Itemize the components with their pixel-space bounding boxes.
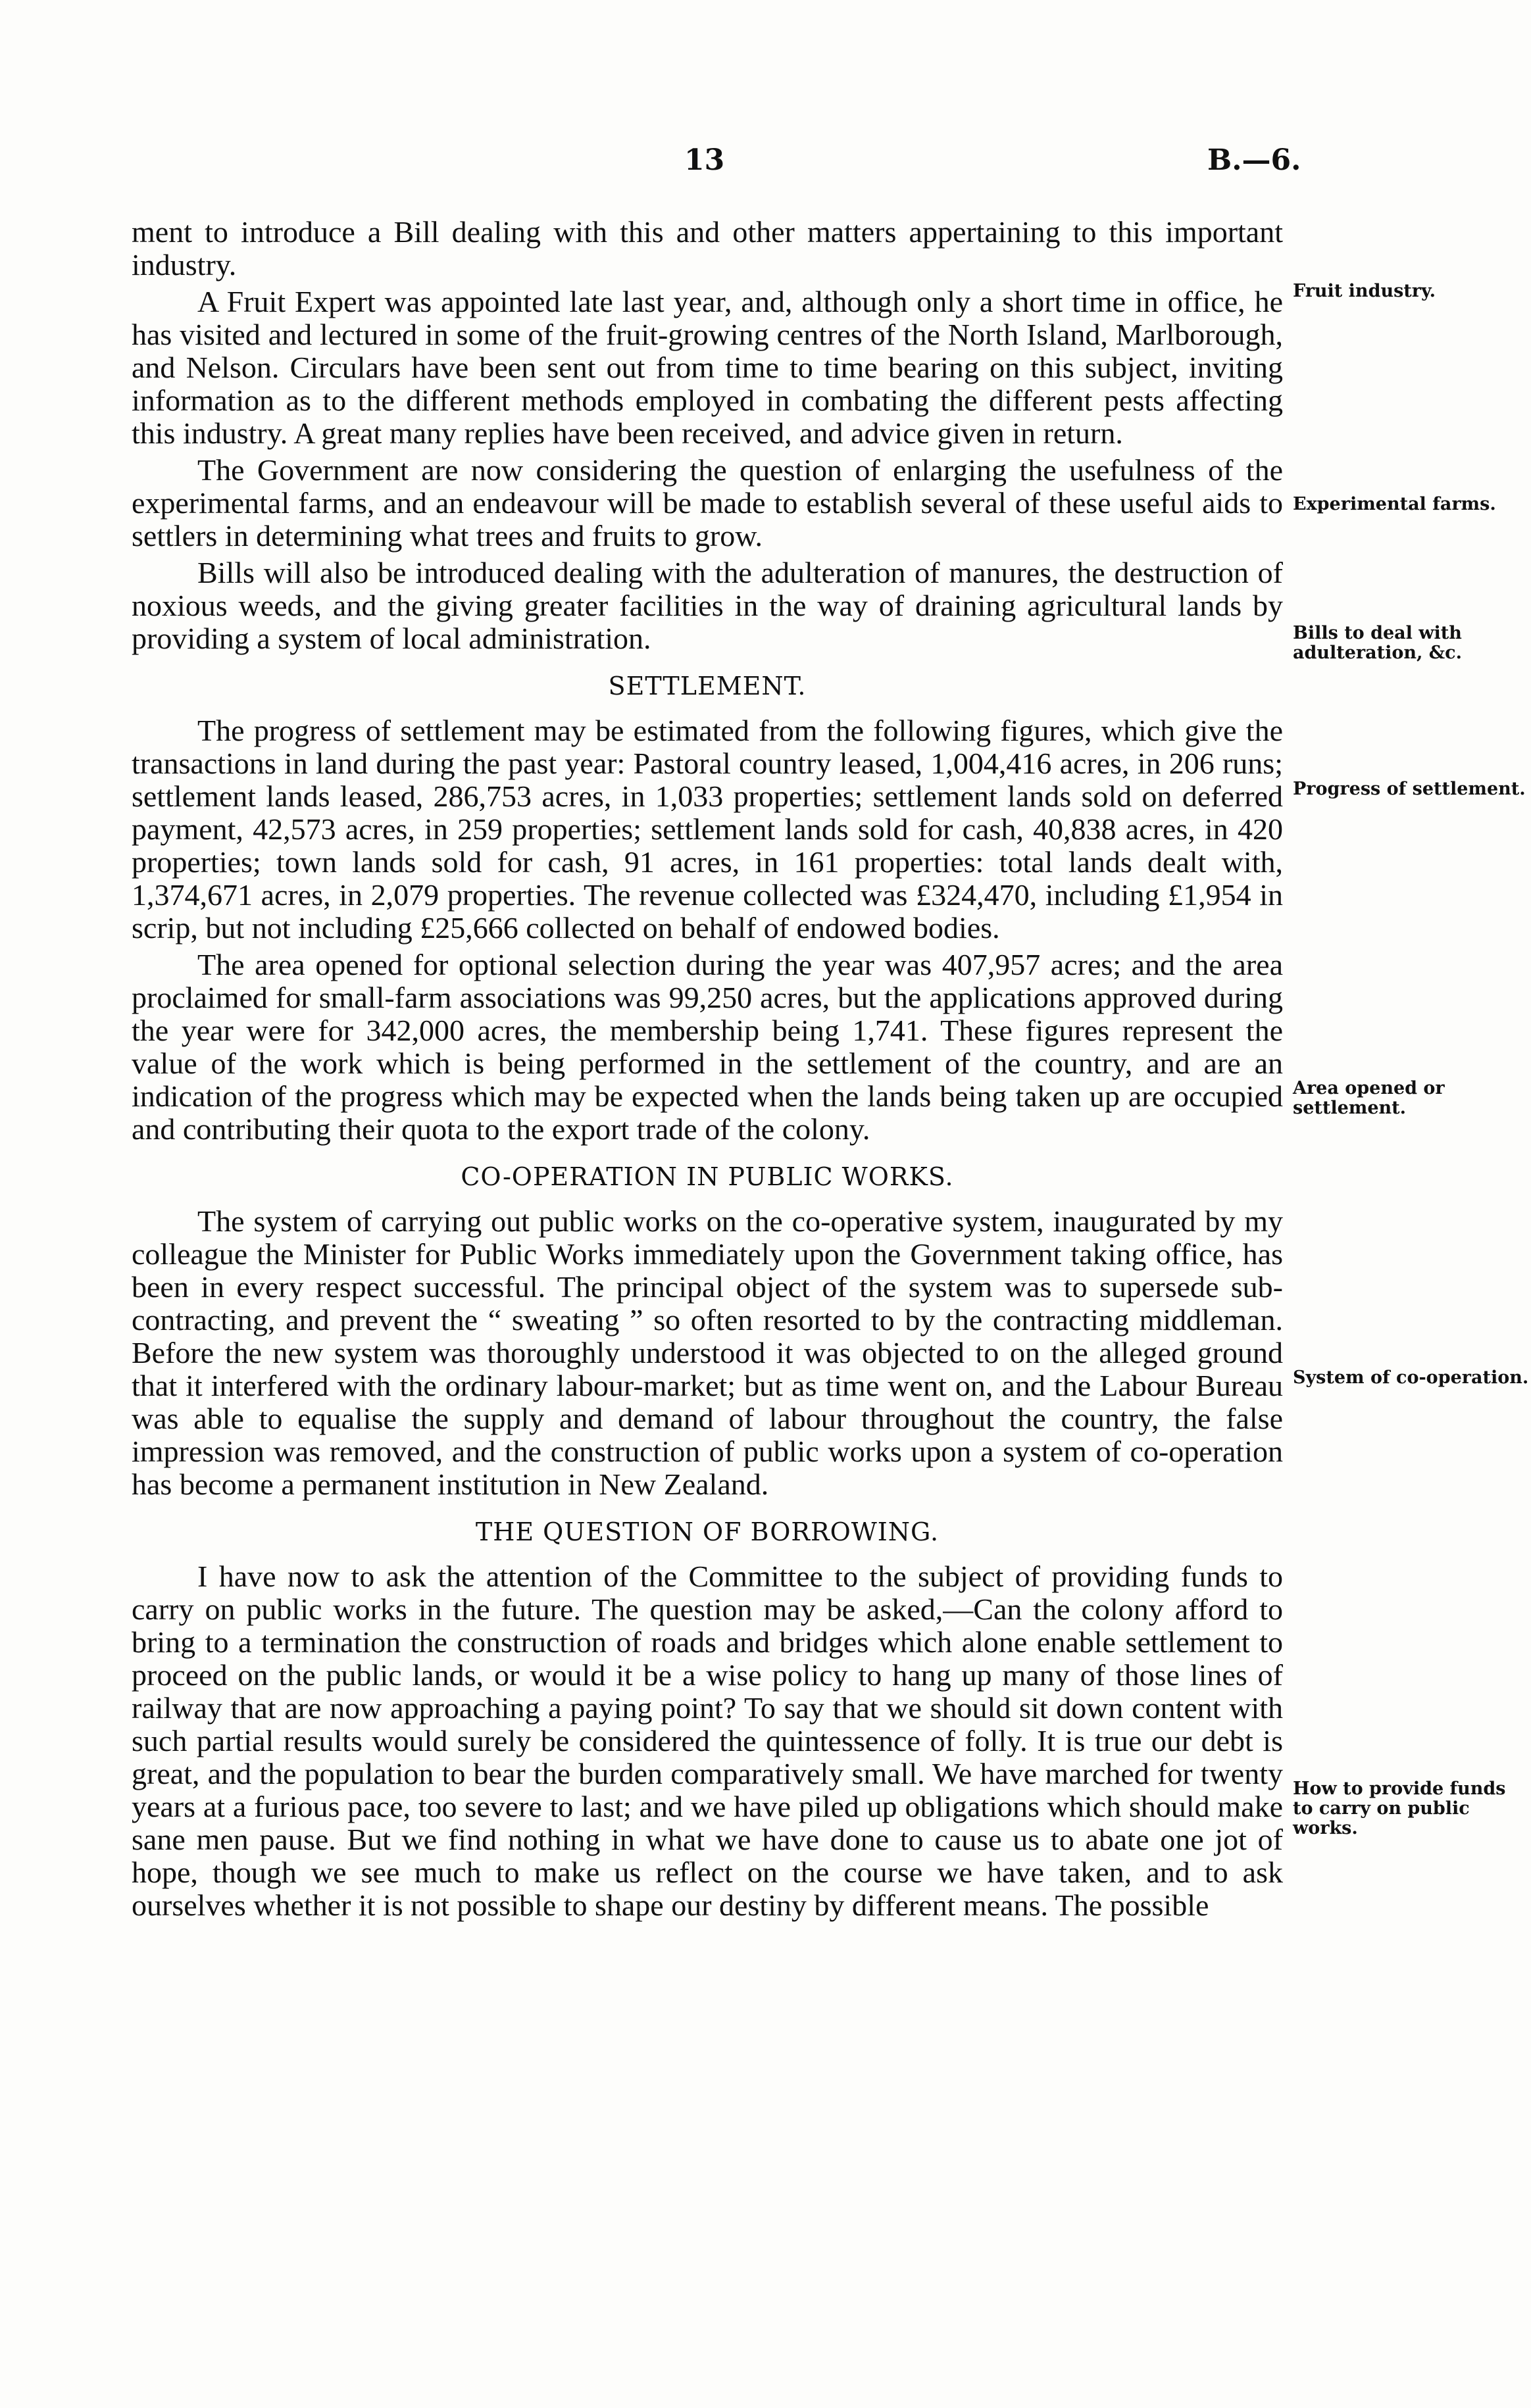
- main-text-column: [132, 216, 1283, 1926]
- paragraph-experimental-farms: The Government are now considering the question of enlarging the usefulness of the experimental farms, and an endeavour will be made to establish several of these useful aids to settlers in determining what trees and fruits to grow.: [132, 453, 1283, 553]
- paragraph-bills-adulteration: Bills will also be introduced dealing with the adulteration of manures, the destruction of noxious weeds, and the giving greater facilities in the way of draining agricultural lands by providing a system of local administration.: [132, 556, 1283, 655]
- paragraph-borrowing: I have now to ask the attention of the Committee to the subject of providing funds to carry on public works in the future. The question may be asked,—Can the colony afford to bring to a termination the construction of roads and bridges which alone enable settlement to proceed on the public lands, or would it be a wise policy to hang up many of those lines of railway that are now approaching a paying point? To say that we should sit down content with such partial results would surely be considered the quintessence of folly. It is true our debt is great, and the population to bear the burden comparatively small. We have marched for twenty years at a furious pace, too severe to last; and we have piled up obligations which should make sane men pause. But we find nothing in what we have done to cause us to abate one jot of hope, though we see much to make us reflect on the course we have taken, and to ask ourselves whether it is not possible to shape our destiny by different means. The possible: [132, 1560, 1283, 1922]
- page-number: 13: [684, 143, 725, 177]
- sidenote-funds-public-works: How to provide funds to carry on public works.: [1293, 1779, 1506, 1838]
- sidenote-area-opened: Area opened or settlement.: [1293, 1078, 1445, 1118]
- sidenote-experimental-farms: Experimental farms.: [1293, 494, 1496, 514]
- page-header: [0, 143, 1531, 189]
- document-reference: B.—6.: [1207, 143, 1301, 177]
- heading-settlement: SETTLEMENT.: [608, 672, 807, 700]
- paragraph-cooperative-system: The system of carrying out public works on the co-operative system, inaugurated by my colleague the Minister for Public Works immediately upon the Government taking office, has been in every respect successful. The principal object of the system was to supersede sub-contracting, and prevent the “ sweating ” so often resorted to by the contracting middleman. Before the new system was thoroughly understood it was objected to on the alleged ground that it interfered with the ordinary labour-market; but as time went on, and the Labour Bureau was able to equalise the supply and demand of labour throughout the country, the false impression was removed, and the construction of public works upon a system of co-operation has become a permanent institution in New Zealand.: [132, 1204, 1283, 1501]
- sidenote-bills-adulteration: Bills to deal with adulteration, &c.: [1293, 623, 1463, 663]
- sidenote-system-cooperation: System of co-operation.: [1293, 1367, 1529, 1388]
- heading-cooperation: CO-OPERATION IN PUBLIC WORKS.: [461, 1162, 954, 1191]
- heading-borrowing: THE QUESTION OF BORROWING.: [475, 1517, 940, 1546]
- paragraph-bill-continuation: ment to introduce a Bill dealing with this and other matters appertaining to this important industry.: [132, 215, 1283, 282]
- sidenote-fruit-industry: Fruit industry.: [1293, 281, 1436, 301]
- paragraph-progress-settlement: The progress of settlement may be estimated from the following figures, which give the transactions in land during the past year: Pastoral country leased, 1,004,416 acres, in 206 runs; settlement lands leased, 286,753 acres, in 1,033 properties; settlement lands sold on deferred payment, 42,573 acres, in 259 properties; settlement lands sold for cash, 40,838 acres, in 420 properties; town lands sold for cash, 91 acres, in 161 properties: total lands dealt with, 1,374,671 acres, in 2,079 properties. The revenue collected was £324,470, including £1,954 in scrip, but not including £25,666 collected on behalf of endowed bodies.: [132, 714, 1283, 945]
- paragraph-fruit-expert: A Fruit Expert was appointed late last year, and, although only a short time in office, he has visited and lectured in some of the fruit-growing centres of the North Island, Marlborough, and Nelson. Circulars have been sent out from time to time bearing on this subject, inviting information as to the different methods employed in combating the different pests affecting this industry. A great many replies have been received, and advice given in return.: [132, 285, 1283, 450]
- paragraph-area-opened: The area opened for optional selection during the year was 407,957 acres; and the area proclaimed for small-farm associations was 99,250 acres, but the applications approved during the year were for 342,000 acres, the membership being 1,741. These figures represent the value of the work which is being performed in the settlement of the country, and are an indication of the progress which may be expected when the lands being taken up are occupied and contributing their quota to the export trade of the colony.: [132, 948, 1283, 1146]
- sidenote-progress-settlement: Progress of settlement.: [1293, 779, 1526, 799]
